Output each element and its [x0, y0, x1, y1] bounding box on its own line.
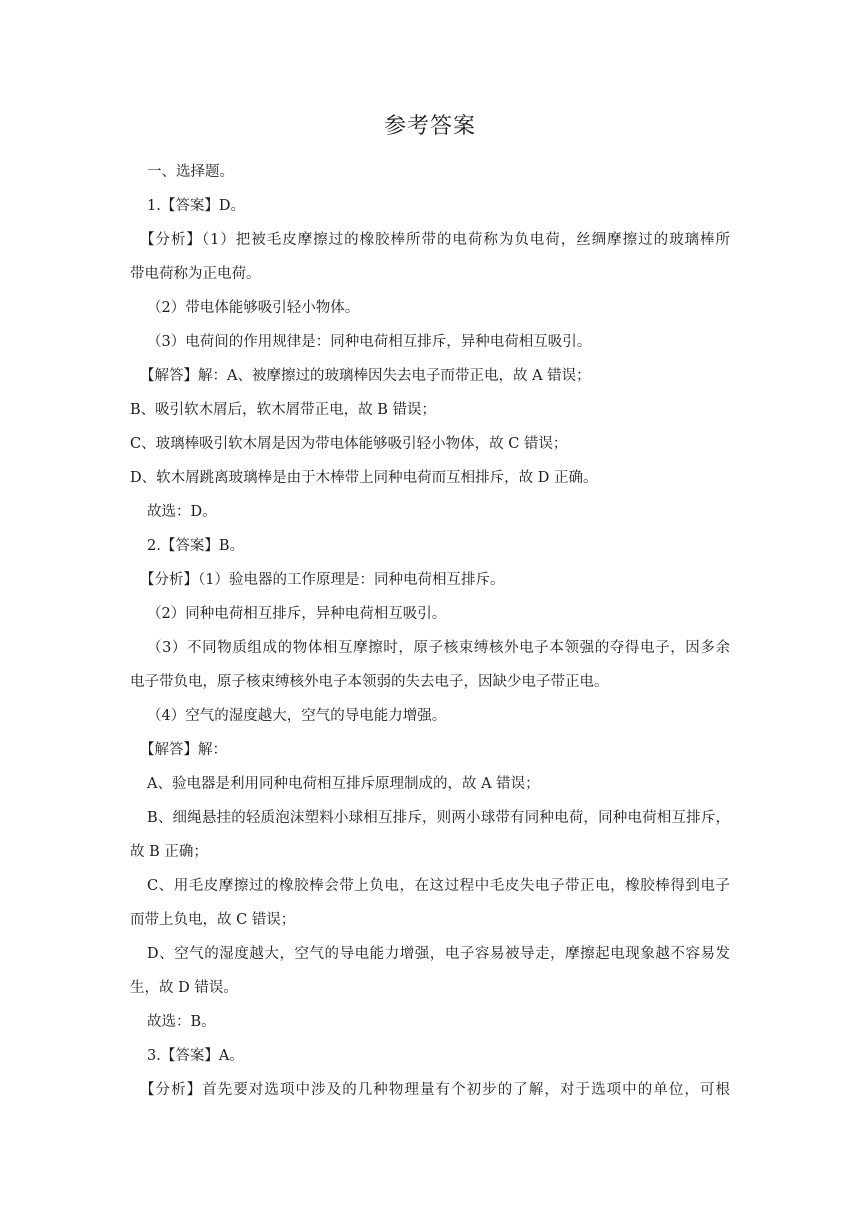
choice-line: 故选：B。	[147, 1014, 216, 1030]
answer-line: 3.【答案】A。	[147, 1048, 244, 1064]
answer-line: 1.【答案】D。	[147, 198, 245, 214]
analysis-line: 电子带负电，原子核束缚核外电子本领弱的失去电子，因缺少电子带正电。	[130, 674, 609, 690]
analysis-line: 带电荷称为正电荷。	[130, 266, 261, 282]
analysis-line: （2）带电体能够吸引轻小物体。	[147, 300, 360, 316]
solution-line: D、空气的湿度越大，空气的导电能力增强，电子容易被导走，摩擦起电现象越不容易发	[147, 946, 730, 962]
solution-line: C、用毛皮摩擦过的橡胶棒会带上负电，在这过程中毛皮失电子带正电，橡胶棒得到电子	[147, 878, 730, 894]
solution-line: D、软木屑跳离玻璃棒是由于木棒带上同种电荷而互相排斥，故 D 正确。	[130, 470, 598, 486]
solution-line: 【解答】解：A、被摩擦过的玻璃棒因失去电子而带正电，故 A 错误；	[140, 368, 591, 384]
analysis-line: 【分析】首先要对选项中涉及的几种物理量有个初步的了解，对于选项中的单位，可根	[140, 1082, 730, 1098]
answer-content	[130, 155, 730, 1107]
analysis-line: （3）不同物质组成的物体相互摩擦时，原子核束缚核外电子本领强的夺得电子，因多余	[147, 640, 730, 656]
solution-line: 生，故 D 错误。	[130, 980, 238, 996]
solution-line: B、吸引软木屑后，软木屑带正电，故 B 错误；	[130, 402, 437, 418]
analysis-line: （3）电荷间的作用规律是：同种电荷相互排斥，异种电荷相互吸引。	[147, 334, 592, 350]
choice-line: 故选：D。	[147, 504, 217, 520]
analysis-line: 【分析】（1）验电器的工作原理是：同种电荷相互排斥。	[140, 572, 505, 588]
analysis-line: （4）空气的湿度越大，空气的导电能力增强。	[147, 708, 447, 724]
analysis-line: （2）同种电荷相互排斥，异种电荷相互吸引。	[147, 606, 447, 622]
solution-line: 而带上负电，故 C 错误；	[130, 912, 296, 928]
page-title: 参考答案	[383, 114, 476, 139]
section-heading: 一、选择题。	[147, 164, 234, 180]
solution-line: 【解答】解：	[140, 742, 227, 758]
solution-line: 故 B 正确；	[130, 844, 208, 860]
solution-line: A、验电器是利用同种电荷相互排斥原理制成的，故 A 错误；	[147, 776, 540, 792]
solution-line: C、玻璃棒吸引软木屑是因为带电体能够吸引轻小物体，故 C 错误；	[130, 436, 568, 452]
answer-line: 2.【答案】B。	[147, 538, 244, 554]
solution-line: B、细绳悬挂的轻质泡沫塑料小球相互排斥，则两小球带有同种电荷，同种电荷相互排斥，	[147, 810, 730, 826]
analysis-line: 【分析】（1）把被毛皮摩擦过的橡胶棒所带的电荷称为负电荷，丝绸摩擦过的玻璃棒所	[140, 232, 730, 248]
